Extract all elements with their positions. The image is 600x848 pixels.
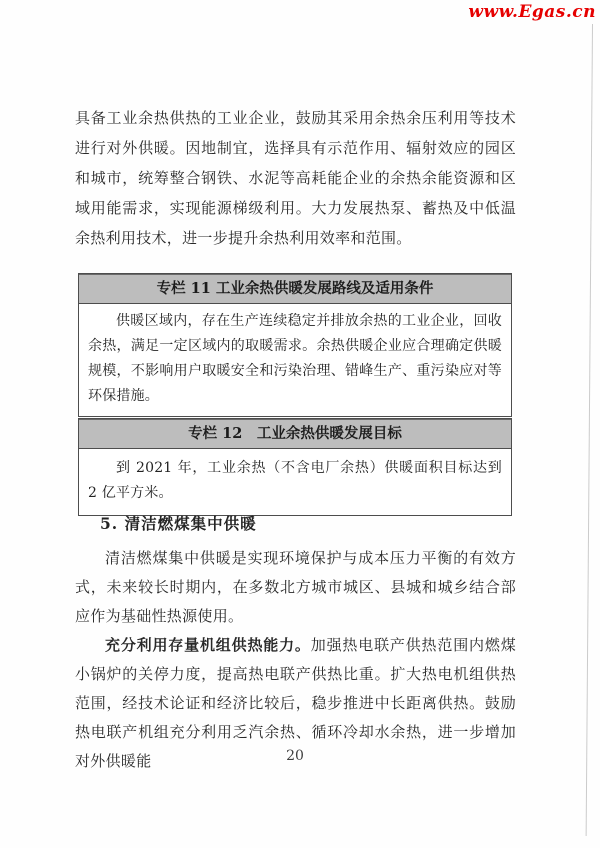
paragraph-lead-bold: 充分利用存量机组供热能力。 bbox=[105, 636, 311, 654]
paragraph-rest: 加强热电联产供热范围内燃煤小锅炉的关停力度，提高热电联产供热比重。扩大热电机组供热范围，经技术论证和经济比较后，稳步推进中长距离供热。鼓励热电联产机组充分利用乏汽余热、循环冷却水余热，进一步增加对外供暖能 bbox=[75, 636, 516, 770]
callout-box-12 bbox=[78, 418, 512, 516]
callout-box-11 bbox=[78, 273, 512, 417]
paragraph-industrial-waste-heat: 具备工业余热供热的工业企业，鼓励其采用余热余压利用等技术进行对外供暖。因地制宜，选择具有示范作用、辐射效应的园区和城市，统筹整合钢铁、水泥等高耗能企业的余热余能资源和区域用能需求，实现能源梯级利用。大力发展热泵、蓄热及中低温余热利用技术，进一步提升余热利用效率和范围。 bbox=[75, 109, 516, 247]
page-number: 20 bbox=[286, 748, 304, 764]
box-11-body: 供暖区域内，存在生产连续稳定并排放余热的工业企业，回收余热，满足一定区域内的取暖需求。余热供暖企业应合理确定供暖规模，不影响用户取暖安全和污染治理、错峰生产、重污染应对等环保措施。 bbox=[88, 313, 502, 404]
box-12-title: 专栏 12 工业余热供暖发展目标 bbox=[79, 419, 511, 449]
section-heading-5: 5. 清洁燃煤集中供暖 bbox=[100, 514, 257, 533]
paragraph-clean-coal-intro: 清洁燃煤集中供暖是实现环境保护与成本压力平衡的有效方式，未来较长时期内，在多数北方城市城区、县城和城乡结合部应作为基础性热源使用。 bbox=[75, 549, 516, 625]
scan-edge-line bbox=[586, 24, 593, 836]
box-11-title: 专栏 11 工业余热供暖发展路线及适用条件 bbox=[79, 274, 511, 304]
watermark-text: www.Egas.cn bbox=[468, 2, 596, 22]
box-12-body: 到 2021 年，工业余热（不含电厂余热）供暖面积目标达到 2 亿平方米。 bbox=[88, 460, 502, 501]
